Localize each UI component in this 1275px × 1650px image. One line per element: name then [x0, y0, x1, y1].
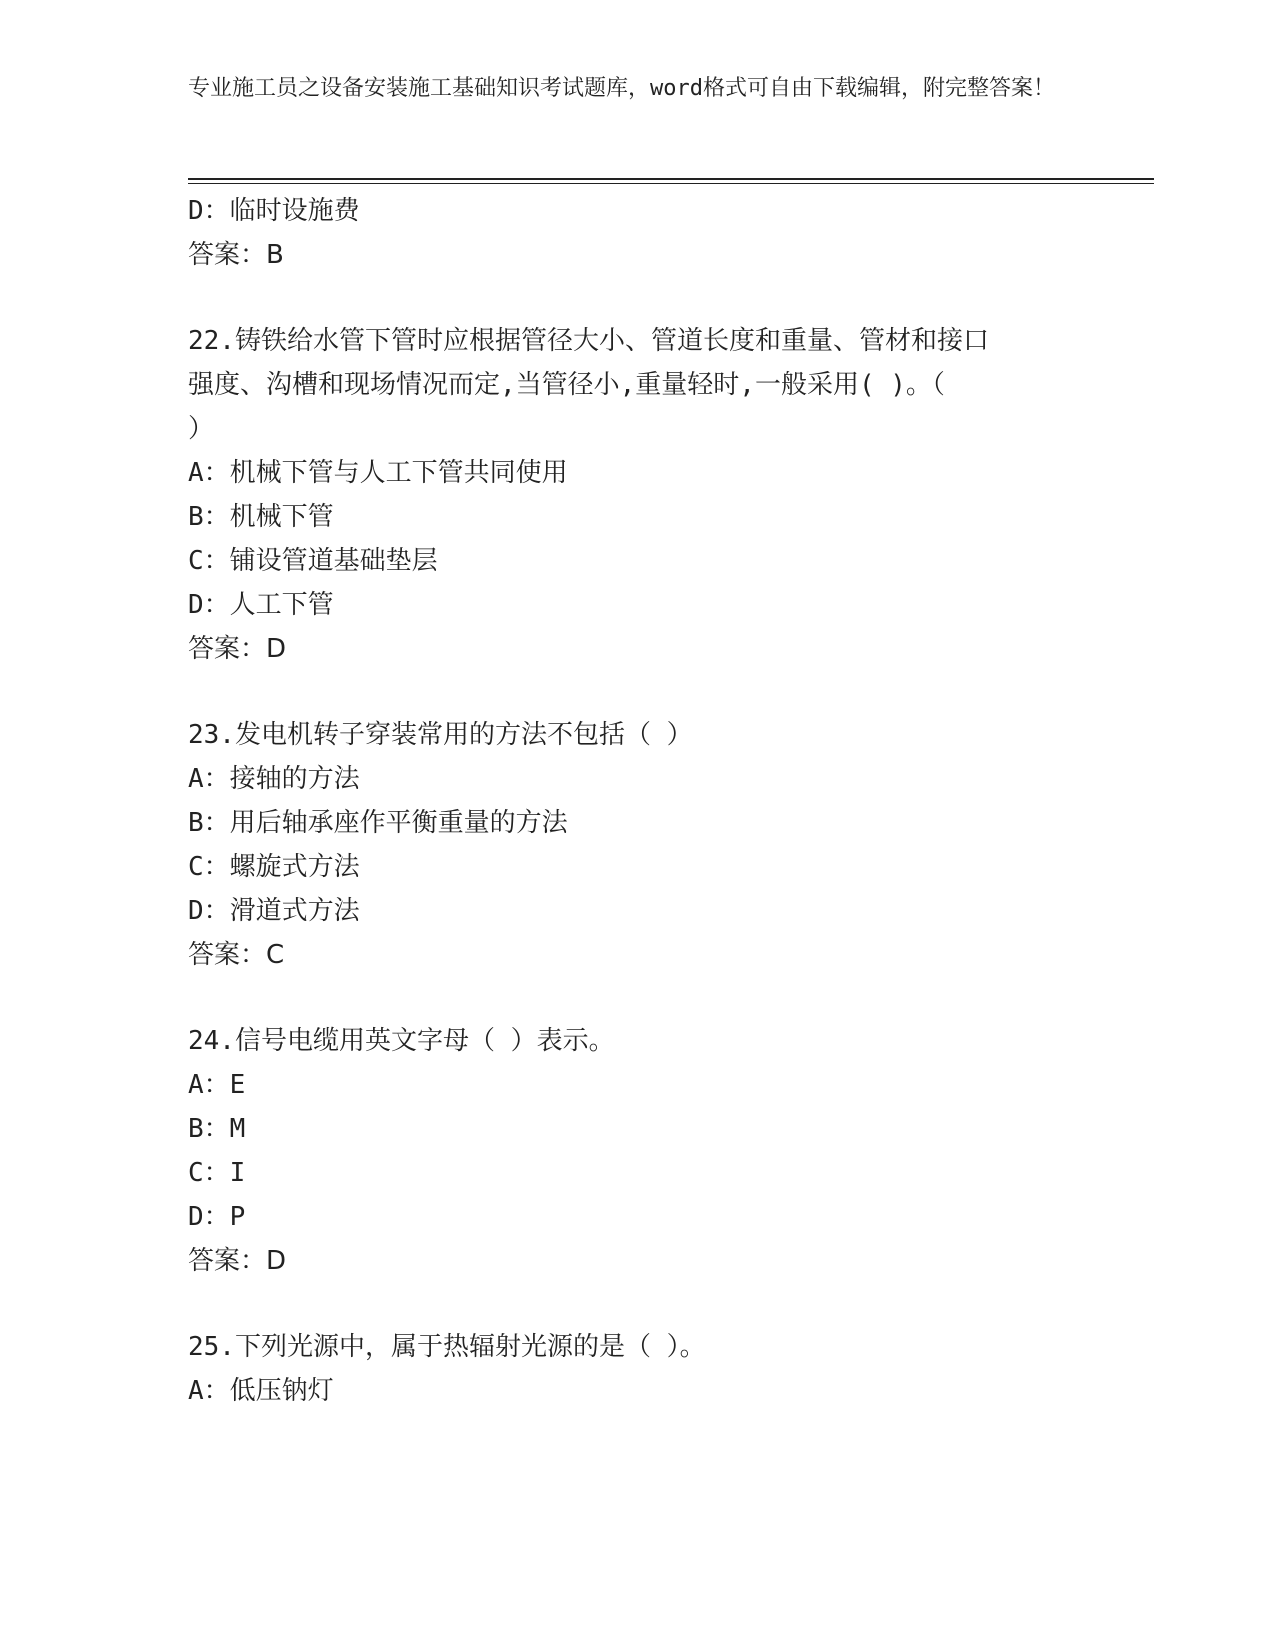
header-divider — [188, 178, 1154, 180]
q22-option-d: D：人工下管 — [188, 590, 334, 620]
q23-option-d: D：滑道式方法 — [188, 896, 360, 926]
q22-stem-line1: 22.铸铁给水管下管时应根据管径大小、管道长度和重量、管材和接口 — [188, 326, 989, 356]
document-header: 专业施工员之设备安装施工基础知识考试题库，word格式可自由下载编辑，附完整答案！ — [188, 76, 1055, 101]
q23-answer: 答案：C — [188, 940, 285, 970]
q24-stem: 24.信号电缆用英文字母（ ）表示。 — [188, 1026, 615, 1056]
q23-option-c: C：螺旋式方法 — [188, 852, 360, 882]
q22-stem-line3: ） — [188, 414, 215, 444]
q25-option-a: A：低压钠灯 — [188, 1376, 334, 1406]
header-divider-thin — [188, 183, 1154, 184]
q23-option-a: A：接轴的方法 — [188, 764, 360, 794]
q24-option-d: D：P — [188, 1202, 246, 1232]
q22-answer: 答案：D — [188, 634, 287, 664]
q24-option-b: B：M — [188, 1114, 246, 1144]
q24-option-c: C：I — [188, 1158, 246, 1188]
q22-option-a: A：机械下管与人工下管共同使用 — [188, 458, 568, 488]
q24-answer: 答案：D — [188, 1246, 287, 1276]
q22-stem-line2: 强度、沟槽和现场情况而定,当管径小,重量轻时,一般采用( )。（ — [188, 370, 945, 400]
q23-stem: 23.发电机转子穿装常用的方法不包括（ ） — [188, 720, 693, 750]
q22-option-c: C：铺设管道基础垫层 — [188, 546, 438, 576]
q23-option-b: B：用后轴承座作平衡重量的方法 — [188, 808, 568, 838]
q25-stem: 25.下列光源中，属于热辐射光源的是（ ）。 — [188, 1332, 706, 1362]
prev-answer: 答案：B — [188, 240, 284, 270]
prev-option-d: D：临时设施费 — [188, 196, 360, 226]
q22-option-b: B：机械下管 — [188, 502, 334, 532]
q24-option-a: A：E — [188, 1070, 246, 1100]
